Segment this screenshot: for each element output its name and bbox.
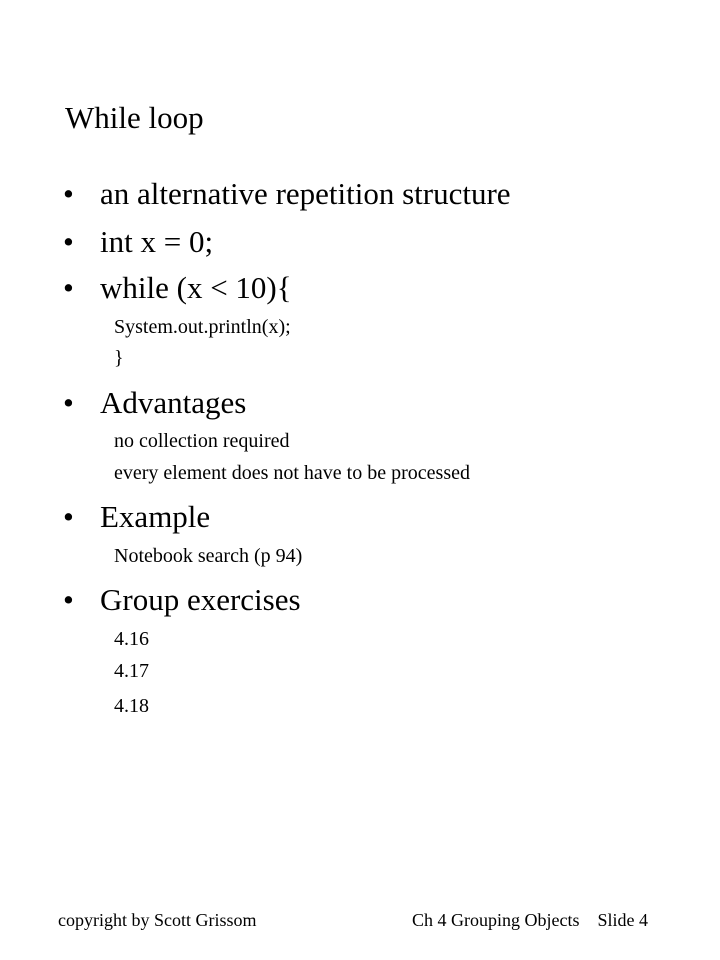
footer-slide-number: Slide 4 <box>597 910 648 930</box>
bullet-item <box>63 497 210 537</box>
bullet-text: Advantages <box>100 385 247 420</box>
sub-item: no collection required <box>114 430 290 452</box>
sub-item: } <box>114 347 124 369</box>
bullet-item <box>63 383 246 423</box>
bullet-item <box>63 174 511 214</box>
sub-item: 4.17 <box>114 660 149 682</box>
bullet-text: while (x < 10){ <box>100 270 292 305</box>
bullet-item <box>63 580 301 620</box>
bullet-item <box>63 268 292 308</box>
sub-item: every element does not have to be processed <box>114 462 470 484</box>
footer-info <box>412 908 648 932</box>
bullet-glyph: • <box>63 385 74 420</box>
footer-chapter: Ch 4 Grouping Objects <box>412 910 580 930</box>
bullet-text: int x = 0; <box>100 224 214 259</box>
bullet-glyph: • <box>63 176 74 211</box>
bullet-text: Example <box>100 499 211 534</box>
bullet-item <box>63 222 213 262</box>
footer-copyright: copyright by Scott Grissom <box>58 910 257 930</box>
sub-item: 4.18 <box>114 695 149 717</box>
sub-item: System.out.println(x); <box>114 316 291 338</box>
sub-item: Notebook search (p 94) <box>114 545 303 567</box>
slide-title: While loop <box>65 100 204 135</box>
sub-item: 4.16 <box>114 628 149 650</box>
bullet-glyph: • <box>63 582 74 617</box>
bullet-text: Group exercises <box>100 582 301 617</box>
bullet-glyph: • <box>63 224 74 259</box>
bullet-glyph: • <box>63 270 74 305</box>
bullet-text: an alternative repetition structure <box>100 176 511 211</box>
bullet-glyph: • <box>63 499 74 534</box>
